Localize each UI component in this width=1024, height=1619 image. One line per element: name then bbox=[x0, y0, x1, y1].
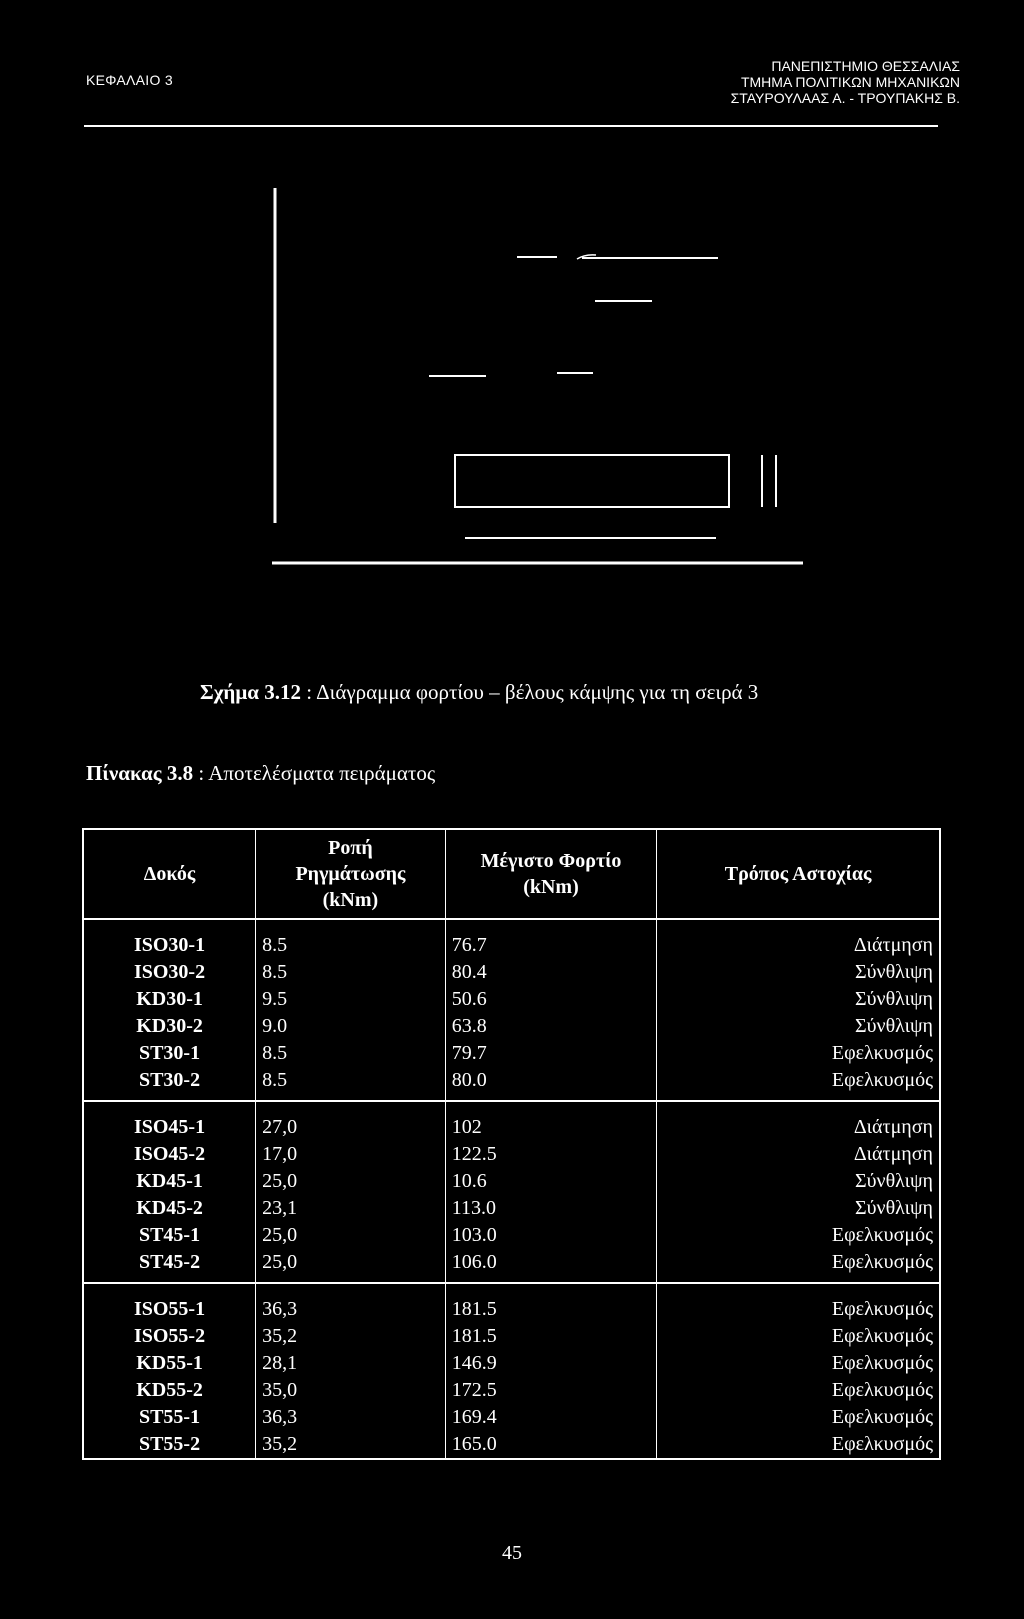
header-line: (kNm) bbox=[322, 889, 379, 911]
cell-failure-mode: Εφελκυσμός bbox=[831, 1298, 933, 1320]
cell-cracking-moment: 36,3 bbox=[256, 1283, 446, 1323]
cell-cracking-moment: 25,0 bbox=[256, 1249, 446, 1283]
cell-max-load: 165.0 bbox=[445, 1431, 656, 1459]
table-header-row bbox=[83, 829, 940, 919]
header-line: Ροπή bbox=[328, 837, 373, 859]
cell-failure-mode: Εφελκυσμός bbox=[831, 1406, 933, 1428]
figure-caption-text: : Διάγραμμα φορτίου – βέλους κάμψης για τη σειρά 3 bbox=[300, 680, 759, 704]
table-row bbox=[83, 1222, 940, 1249]
cell-cracking-moment: 17,0 bbox=[256, 1141, 446, 1168]
page-number: 45 bbox=[502, 1542, 522, 1564]
cell-failure-mode: Σύνθλιψη bbox=[855, 1170, 933, 1192]
figure-caption bbox=[200, 680, 758, 705]
header-line: (kNm) bbox=[523, 876, 579, 898]
header-max-load bbox=[445, 829, 656, 919]
cell-max-load: 10.6 bbox=[445, 1168, 656, 1195]
table-row bbox=[83, 1283, 940, 1323]
cell-failure-mode: Σύνθλιψη bbox=[855, 1197, 933, 1219]
cell-beam: ISO30-1 bbox=[83, 919, 256, 959]
cell-cracking-moment: 25,0 bbox=[256, 1168, 446, 1195]
cell-failure-mode: Σύνθλιψη bbox=[855, 961, 933, 983]
cell-cracking-moment: 27,0 bbox=[256, 1101, 446, 1141]
cell-failure-mode: Εφελκυσμός bbox=[831, 1042, 933, 1064]
cell-cracking-moment: 8.5 bbox=[256, 1067, 446, 1101]
table-row bbox=[83, 1040, 940, 1067]
table-row bbox=[83, 1431, 940, 1459]
cell-failure-mode: Εφελκυσμός bbox=[657, 1067, 940, 1101]
cell-beam: ISO45-1 bbox=[83, 1101, 256, 1141]
table-row bbox=[83, 1195, 940, 1222]
cell-cracking-moment: 8.5 bbox=[256, 1040, 446, 1067]
cell-max-load: 181.5 bbox=[445, 1323, 656, 1350]
cell-failure-mode: Σύνθλιψη bbox=[855, 1015, 933, 1037]
table-row bbox=[83, 1404, 940, 1431]
cell-beam: KD55-1 bbox=[83, 1350, 256, 1377]
cell-beam: KD45-2 bbox=[83, 1195, 256, 1222]
table-row bbox=[83, 986, 940, 1013]
header-failure-mode: Τρόπος Αστοχίας bbox=[657, 829, 940, 919]
cell-max-load: 80.4 bbox=[445, 959, 656, 986]
cell-beam: ISO30-2 bbox=[83, 959, 256, 986]
cell-max-load: 181.5 bbox=[445, 1283, 656, 1323]
cell-max-load: 146.9 bbox=[445, 1350, 656, 1377]
cell-max-load: 50.6 bbox=[445, 986, 656, 1013]
cell-cracking-moment: 28,1 bbox=[256, 1350, 446, 1377]
cell-cracking-moment: 9.5 bbox=[256, 986, 446, 1013]
cell-cracking-moment: 25,0 bbox=[256, 1222, 446, 1249]
table-caption-text: : Αποτελέσματα πειράματος bbox=[193, 761, 436, 785]
affiliation-line: ΤΜΗΜΑ ΠΟΛΙΤΙΚΩΝ ΜΗΧΑΝΙΚΩΝ bbox=[740, 74, 960, 90]
cell-beam: KD55-2 bbox=[83, 1377, 256, 1404]
cell-cracking-moment: 8.5 bbox=[256, 959, 446, 986]
cell-beam: ISO55-1 bbox=[83, 1283, 256, 1323]
cell-beam: ST55-1 bbox=[83, 1404, 256, 1431]
cell-max-load: 169.4 bbox=[445, 1404, 656, 1431]
table-row bbox=[83, 1323, 940, 1350]
table-caption bbox=[86, 761, 435, 786]
cell-beam: ST55-2 bbox=[83, 1431, 256, 1459]
cell-cracking-moment: 35,2 bbox=[256, 1323, 446, 1350]
cell-max-load: 102 bbox=[445, 1101, 656, 1141]
cell-max-load: 106.0 bbox=[445, 1249, 656, 1283]
cell-max-load: 113.0 bbox=[445, 1195, 656, 1222]
cell-max-load: 103.0 bbox=[445, 1222, 656, 1249]
cell-cracking-moment: 35,2 bbox=[256, 1431, 446, 1459]
cell-max-load: 63.8 bbox=[445, 1013, 656, 1040]
table-row bbox=[83, 1168, 940, 1195]
cell-max-load: 76.7 bbox=[445, 919, 656, 959]
cell-failure-mode: Σύνθλιψη bbox=[855, 988, 933, 1010]
cell-failure-mode: Εφελκυσμός bbox=[831, 1433, 933, 1455]
cell-failure-mode: Εφελκυσμός bbox=[657, 1249, 940, 1283]
cell-beam: ISO45-2 bbox=[83, 1141, 256, 1168]
table-caption-label: Πίνακας 3.8 bbox=[86, 761, 194, 785]
table-row bbox=[83, 1141, 940, 1168]
figure-legend-box bbox=[455, 455, 729, 507]
header-line: Ρηγμάτωσης bbox=[295, 863, 406, 885]
cell-cracking-moment: 35,0 bbox=[256, 1377, 446, 1404]
cell-beam: KD30-2 bbox=[83, 1013, 256, 1040]
table-row bbox=[83, 1249, 940, 1283]
header-cracking-moment bbox=[256, 829, 446, 919]
header-beam: Δοκός bbox=[83, 829, 256, 919]
results-table bbox=[82, 828, 941, 1460]
cell-beam: KD30-1 bbox=[83, 986, 256, 1013]
cell-max-load: 172.5 bbox=[445, 1377, 656, 1404]
cell-cracking-moment: 36,3 bbox=[256, 1404, 446, 1431]
cell-beam: ISO55-2 bbox=[83, 1323, 256, 1350]
cell-beam: ST30-2 bbox=[83, 1067, 256, 1101]
load-deflection-figure bbox=[0, 0, 1024, 600]
cell-failure-mode: Εφελκυσμός bbox=[831, 1224, 933, 1246]
table-row bbox=[83, 919, 940, 959]
cell-beam: KD45-1 bbox=[83, 1168, 256, 1195]
table-row bbox=[83, 959, 940, 986]
header-line: Μέγιστο Φορτίο bbox=[480, 850, 622, 872]
cell-failure-mode: Εφελκυσμός bbox=[831, 1352, 933, 1374]
table-group-30 bbox=[83, 919, 940, 1101]
table-row bbox=[83, 1101, 940, 1141]
cell-cracking-moment: 8.5 bbox=[256, 919, 446, 959]
chapter-label: ΚΕΦΑΛΑΙΟ 3 bbox=[86, 72, 173, 88]
affiliation-line: ΣΤΑΥΡΟΥΛΑΑΣ Α. - ΤΡΟΥΠΑΚΗΣ Β. bbox=[730, 90, 960, 106]
table-row bbox=[83, 1350, 940, 1377]
cell-failure-mode: Εφελκυσμός bbox=[831, 1379, 933, 1401]
cell-max-load: 79.7 bbox=[445, 1040, 656, 1067]
table-group-45 bbox=[83, 1101, 940, 1283]
cell-max-load: 122.5 bbox=[445, 1141, 656, 1168]
cell-cracking-moment: 9.0 bbox=[256, 1013, 446, 1040]
cell-failure-mode: Διάτμηση bbox=[853, 934, 933, 956]
table-row bbox=[83, 1377, 940, 1404]
cell-failure-mode: Εφελκυσμός bbox=[831, 1325, 933, 1347]
cell-beam: ST45-2 bbox=[83, 1249, 256, 1283]
cell-failure-mode: Διάτμηση bbox=[853, 1116, 933, 1138]
cell-cracking-moment: 23,1 bbox=[256, 1195, 446, 1222]
cell-max-load: 80.0 bbox=[445, 1067, 656, 1101]
cell-failure-mode: Διάτμηση bbox=[853, 1143, 933, 1165]
figure-caption-label: Σχήμα 3.12 bbox=[200, 680, 301, 704]
affiliation-line: ΠΑΝΕΠΙΣΤΗΜΙΟ ΘΕΣΣΑΛΙΑΣ bbox=[771, 58, 960, 74]
table-row bbox=[83, 1067, 940, 1101]
cell-beam: ST30-1 bbox=[83, 1040, 256, 1067]
cell-beam: ST45-1 bbox=[83, 1222, 256, 1249]
table-row bbox=[83, 1013, 940, 1040]
table-group-55 bbox=[83, 1283, 940, 1459]
